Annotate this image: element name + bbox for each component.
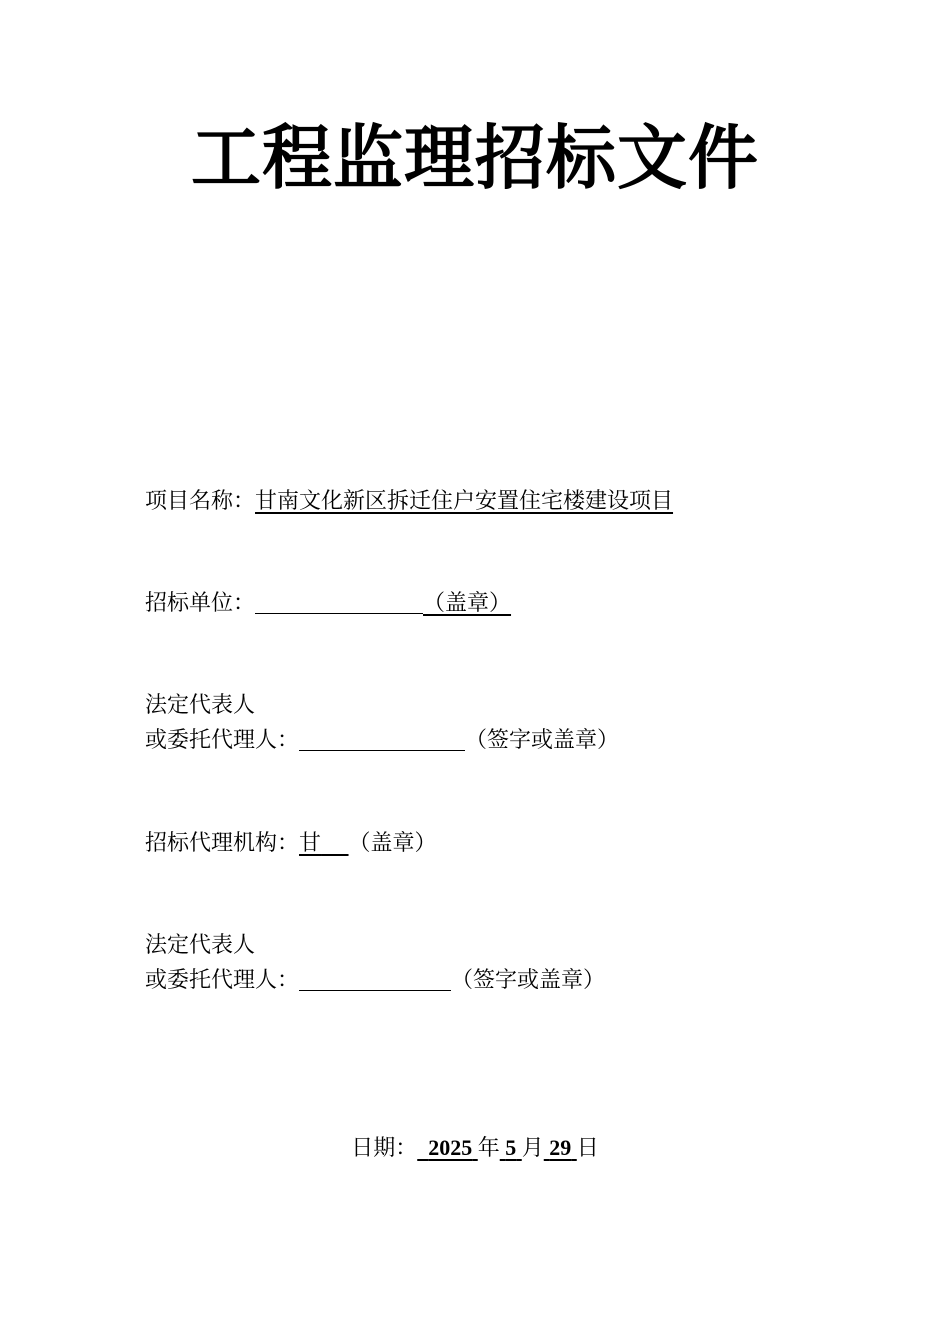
date-label: 日期：	[351, 1135, 418, 1160]
date-year: 2025	[428, 1135, 473, 1160]
date-month: 5	[505, 1135, 517, 1160]
project-name-row	[145, 486, 673, 516]
tenderer-row	[145, 588, 511, 618]
agency-label: 招标代理机构：	[145, 830, 300, 855]
tenderer-blank	[255, 589, 423, 614]
date-row	[0, 1133, 950, 1163]
legal-rep-1-line1: 法定代表人	[145, 692, 256, 717]
legal-rep-2-line1: 法定代表人	[145, 932, 256, 957]
agency-value: 甘	[299, 830, 322, 855]
legal-rep-2-sign-note: （签字或盖章）	[451, 967, 606, 992]
date-day-unit: 日	[576, 1135, 599, 1160]
tenderer-seal-note: （盖章）	[423, 590, 512, 615]
tenderer-label: 招标单位：	[145, 590, 256, 615]
legal-rep-2-label: 或委托代理人：	[145, 967, 300, 992]
legal-rep-1-sign-note: （签字或盖章）	[465, 727, 620, 752]
legal-rep-1-line2	[145, 725, 619, 755]
project-name-label: 项目名称：	[145, 488, 256, 513]
project-name-value: 甘南文化新区拆迁住户安置住宅楼建设项目	[255, 488, 674, 513]
legal-rep-1-label: 或委托代理人：	[145, 727, 300, 752]
legal-rep-2-blank	[299, 966, 451, 991]
document-title: 工程监理招标文件	[191, 121, 759, 198]
date-year-unit: 年	[477, 1135, 500, 1160]
legal-rep-1-blank	[299, 726, 465, 751]
date-month-unit: 月	[521, 1135, 544, 1160]
agency-row	[145, 828, 437, 858]
agency-seal-note: （盖章）	[348, 830, 437, 855]
legal-rep-2-line2	[145, 965, 605, 995]
date-day: 29	[549, 1135, 572, 1160]
